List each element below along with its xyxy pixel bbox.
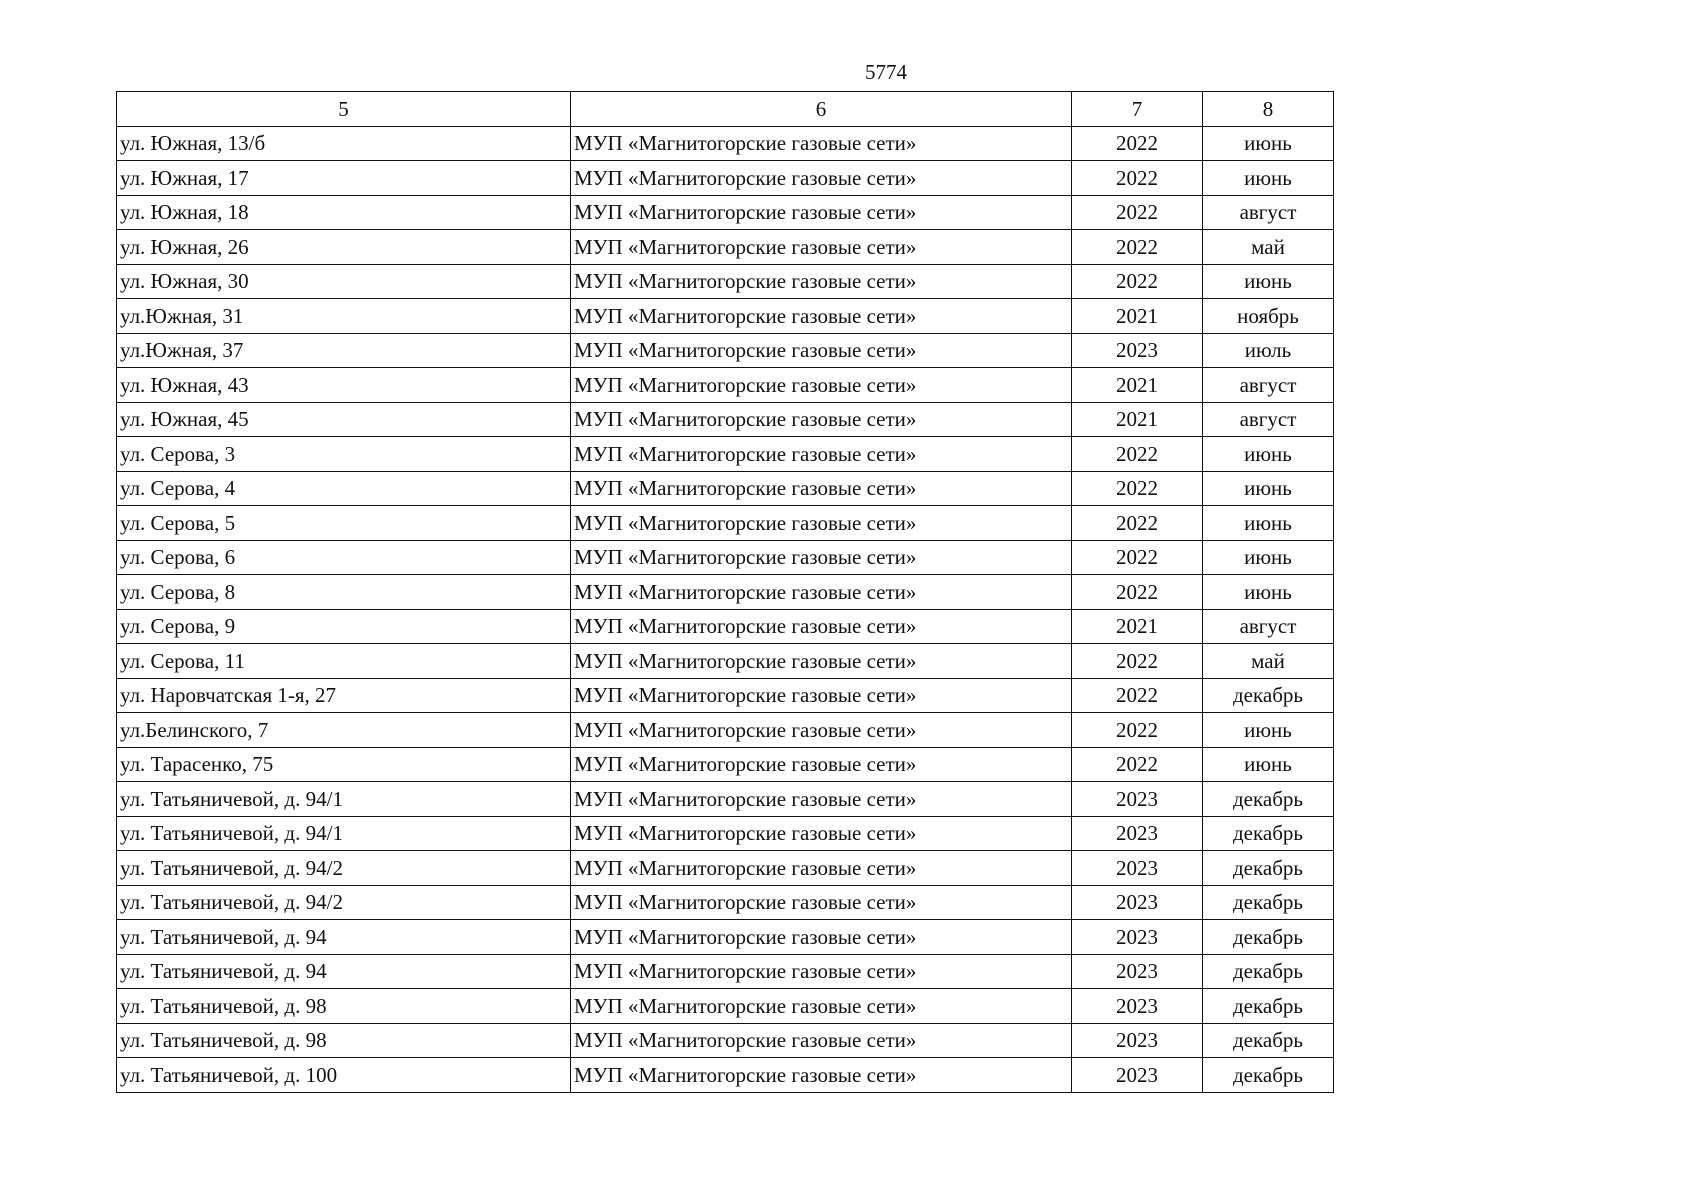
cell-organization: МУП «Магнитогорские газовые сети» [571, 920, 1072, 955]
cell-organization: МУП «Магнитогорские газовые сети» [571, 126, 1072, 161]
cell-organization: МУП «Магнитогорские газовые сети» [571, 609, 1072, 644]
table-row [117, 644, 1334, 679]
cell-organization: МУП «Магнитогорские газовые сети» [571, 1058, 1072, 1093]
table-row [117, 471, 1334, 506]
table-row [117, 230, 1334, 265]
cell-address: ул. Татьяничевой, д. 98 [117, 1023, 571, 1058]
cell-address: ул. Татьяничевой, д. 94/2 [117, 851, 571, 886]
table-row [117, 264, 1334, 299]
table-row [117, 540, 1334, 575]
cell-organization: МУП «Магнитогорские газовые сети» [571, 885, 1072, 920]
cell-year: 2021 [1072, 368, 1203, 403]
cell-month: июнь [1203, 713, 1334, 748]
page-number: 5774 [865, 60, 907, 84]
cell-organization: МУП «Магнитогорские газовые сети» [571, 333, 1072, 368]
cell-year: 2023 [1072, 989, 1203, 1024]
cell-address: ул. Южная, 13/б [117, 126, 571, 161]
cell-year: 2022 [1072, 540, 1203, 575]
cell-address: ул. Татьяничевой, д. 94/1 [117, 782, 571, 817]
cell-year: 2022 [1072, 471, 1203, 506]
cell-year: 2023 [1072, 920, 1203, 955]
cell-month: декабрь [1203, 678, 1334, 713]
cell-organization: МУП «Магнитогорские газовые сети» [571, 747, 1072, 782]
cell-organization: МУП «Магнитогорские газовые сети» [571, 368, 1072, 403]
cell-organization: МУП «Магнитогорские газовые сети» [571, 1023, 1072, 1058]
cell-year: 2022 [1072, 195, 1203, 230]
cell-year: 2022 [1072, 678, 1203, 713]
cell-address: ул.Южная, 31 [117, 299, 571, 334]
cell-year: 2022 [1072, 713, 1203, 748]
cell-year: 2022 [1072, 437, 1203, 472]
cell-year: 2023 [1072, 1023, 1203, 1058]
cell-organization: МУП «Магнитогорские газовые сети» [571, 575, 1072, 610]
cell-address: ул. Южная, 30 [117, 264, 571, 299]
table-row [117, 437, 1334, 472]
table-row [117, 816, 1334, 851]
cell-year: 2022 [1072, 230, 1203, 265]
cell-month: июнь [1203, 126, 1334, 161]
table-row [117, 678, 1334, 713]
cell-year: 2022 [1072, 644, 1203, 679]
cell-organization: МУП «Магнитогорские газовые сети» [571, 471, 1072, 506]
cell-organization: МУП «Магнитогорские газовые сети» [571, 195, 1072, 230]
cell-organization: МУП «Магнитогорские газовые сети» [571, 782, 1072, 817]
table-row [117, 161, 1334, 196]
cell-month: июнь [1203, 264, 1334, 299]
header-row [117, 92, 1334, 127]
cell-organization: МУП «Магнитогорские газовые сети» [571, 851, 1072, 886]
table-body [117, 126, 1334, 1092]
cell-month: июнь [1203, 437, 1334, 472]
cell-month: декабрь [1203, 989, 1334, 1024]
table-row [117, 195, 1334, 230]
cell-address: ул. Татьяничевой, д. 100 [117, 1058, 571, 1093]
cell-organization: МУП «Магнитогорские газовые сети» [571, 299, 1072, 334]
cell-month: август [1203, 402, 1334, 437]
table-row [117, 368, 1334, 403]
table-row [117, 1058, 1334, 1093]
cell-address: ул. Татьяничевой, д. 94/1 [117, 816, 571, 851]
cell-year: 2022 [1072, 575, 1203, 610]
cell-address: ул.Южная, 37 [117, 333, 571, 368]
cell-address: ул. Тарасенко, 75 [117, 747, 571, 782]
cell-year: 2023 [1072, 782, 1203, 817]
cell-address: ул. Южная, 17 [117, 161, 571, 196]
cell-month: декабрь [1203, 782, 1334, 817]
cell-month: декабрь [1203, 920, 1334, 955]
cell-organization: МУП «Магнитогорские газовые сети» [571, 816, 1072, 851]
column-header-organization: 6 [571, 92, 1072, 127]
cell-month: июнь [1203, 161, 1334, 196]
cell-address: ул. Серова, 8 [117, 575, 571, 610]
cell-organization: МУП «Магнитогорские газовые сети» [571, 644, 1072, 679]
table-row [117, 575, 1334, 610]
cell-address: ул. Татьяничевой, д. 94/2 [117, 885, 571, 920]
cell-year: 2023 [1072, 1058, 1203, 1093]
cell-year: 2021 [1072, 299, 1203, 334]
table-row [117, 782, 1334, 817]
cell-month: июнь [1203, 471, 1334, 506]
cell-address: ул. Татьяничевой, д. 94 [117, 954, 571, 989]
table-row [117, 333, 1334, 368]
table-row [117, 920, 1334, 955]
cell-address: ул. Татьяничевой, д. 94 [117, 920, 571, 955]
table-row [117, 1023, 1334, 1058]
table-row [117, 299, 1334, 334]
cell-organization: МУП «Магнитогорские газовые сети» [571, 954, 1072, 989]
table-row [117, 954, 1334, 989]
cell-address: ул. Серова, 11 [117, 644, 571, 679]
cell-address: ул. Южная, 43 [117, 368, 571, 403]
cell-year: 2023 [1072, 816, 1203, 851]
cell-year: 2021 [1072, 402, 1203, 437]
cell-month: июнь [1203, 575, 1334, 610]
cell-address: ул. Серова, 6 [117, 540, 571, 575]
cell-year: 2023 [1072, 851, 1203, 886]
cell-year: 2023 [1072, 954, 1203, 989]
column-header-month: 8 [1203, 92, 1334, 127]
cell-month: ноябрь [1203, 299, 1334, 334]
cell-year: 2022 [1072, 126, 1203, 161]
cell-month: июль [1203, 333, 1334, 368]
cell-month: декабрь [1203, 851, 1334, 886]
table-header [117, 92, 1334, 127]
table-row [117, 506, 1334, 541]
cell-organization: МУП «Магнитогорские газовые сети» [571, 230, 1072, 265]
cell-month: август [1203, 195, 1334, 230]
register-table [116, 91, 1334, 1093]
table-row [117, 609, 1334, 644]
column-header-year: 7 [1072, 92, 1203, 127]
cell-month: декабрь [1203, 954, 1334, 989]
table-row [117, 989, 1334, 1024]
cell-month: июнь [1203, 540, 1334, 575]
cell-month: июнь [1203, 506, 1334, 541]
cell-organization: МУП «Магнитогорские газовые сети» [571, 540, 1072, 575]
cell-month: август [1203, 609, 1334, 644]
cell-address: ул. Серова, 3 [117, 437, 571, 472]
cell-address: ул. Южная, 18 [117, 195, 571, 230]
cell-address: ул. Серова, 5 [117, 506, 571, 541]
cell-month: декабрь [1203, 885, 1334, 920]
cell-month: декабрь [1203, 1023, 1334, 1058]
cell-year: 2021 [1072, 609, 1203, 644]
cell-organization: МУП «Магнитогорские газовые сети» [571, 506, 1072, 541]
column-header-address: 5 [117, 92, 571, 127]
cell-address: ул. Татьяничевой, д. 98 [117, 989, 571, 1024]
table-row [117, 747, 1334, 782]
cell-organization: МУП «Магнитогорские газовые сети» [571, 264, 1072, 299]
cell-year: 2023 [1072, 885, 1203, 920]
cell-organization: МУП «Магнитогорские газовые сети» [571, 161, 1072, 196]
cell-organization: МУП «Магнитогорские газовые сети» [571, 989, 1072, 1024]
cell-address: ул. Серова, 9 [117, 609, 571, 644]
table-row [117, 713, 1334, 748]
cell-year: 2022 [1072, 264, 1203, 299]
cell-month: декабрь [1203, 816, 1334, 851]
cell-address: ул. Наровчатская 1-я, 27 [117, 678, 571, 713]
cell-address: ул. Южная, 45 [117, 402, 571, 437]
table-row [117, 126, 1334, 161]
cell-month: декабрь [1203, 1058, 1334, 1093]
cell-year: 2023 [1072, 333, 1203, 368]
table-row [117, 885, 1334, 920]
cell-organization: МУП «Магнитогорские газовые сети» [571, 713, 1072, 748]
cell-organization: МУП «Магнитогорские газовые сети» [571, 678, 1072, 713]
cell-year: 2022 [1072, 747, 1203, 782]
cell-address: ул.Белинского, 7 [117, 713, 571, 748]
cell-year: 2022 [1072, 506, 1203, 541]
cell-year: 2022 [1072, 161, 1203, 196]
cell-organization: МУП «Магнитогорские газовые сети» [571, 402, 1072, 437]
cell-month: июнь [1203, 747, 1334, 782]
cell-month: август [1203, 368, 1334, 403]
table-row [117, 402, 1334, 437]
cell-address: ул. Серова, 4 [117, 471, 571, 506]
cell-month: май [1203, 230, 1334, 265]
cell-month: май [1203, 644, 1334, 679]
cell-address: ул. Южная, 26 [117, 230, 571, 265]
table-row [117, 851, 1334, 886]
cell-organization: МУП «Магнитогорские газовые сети» [571, 437, 1072, 472]
